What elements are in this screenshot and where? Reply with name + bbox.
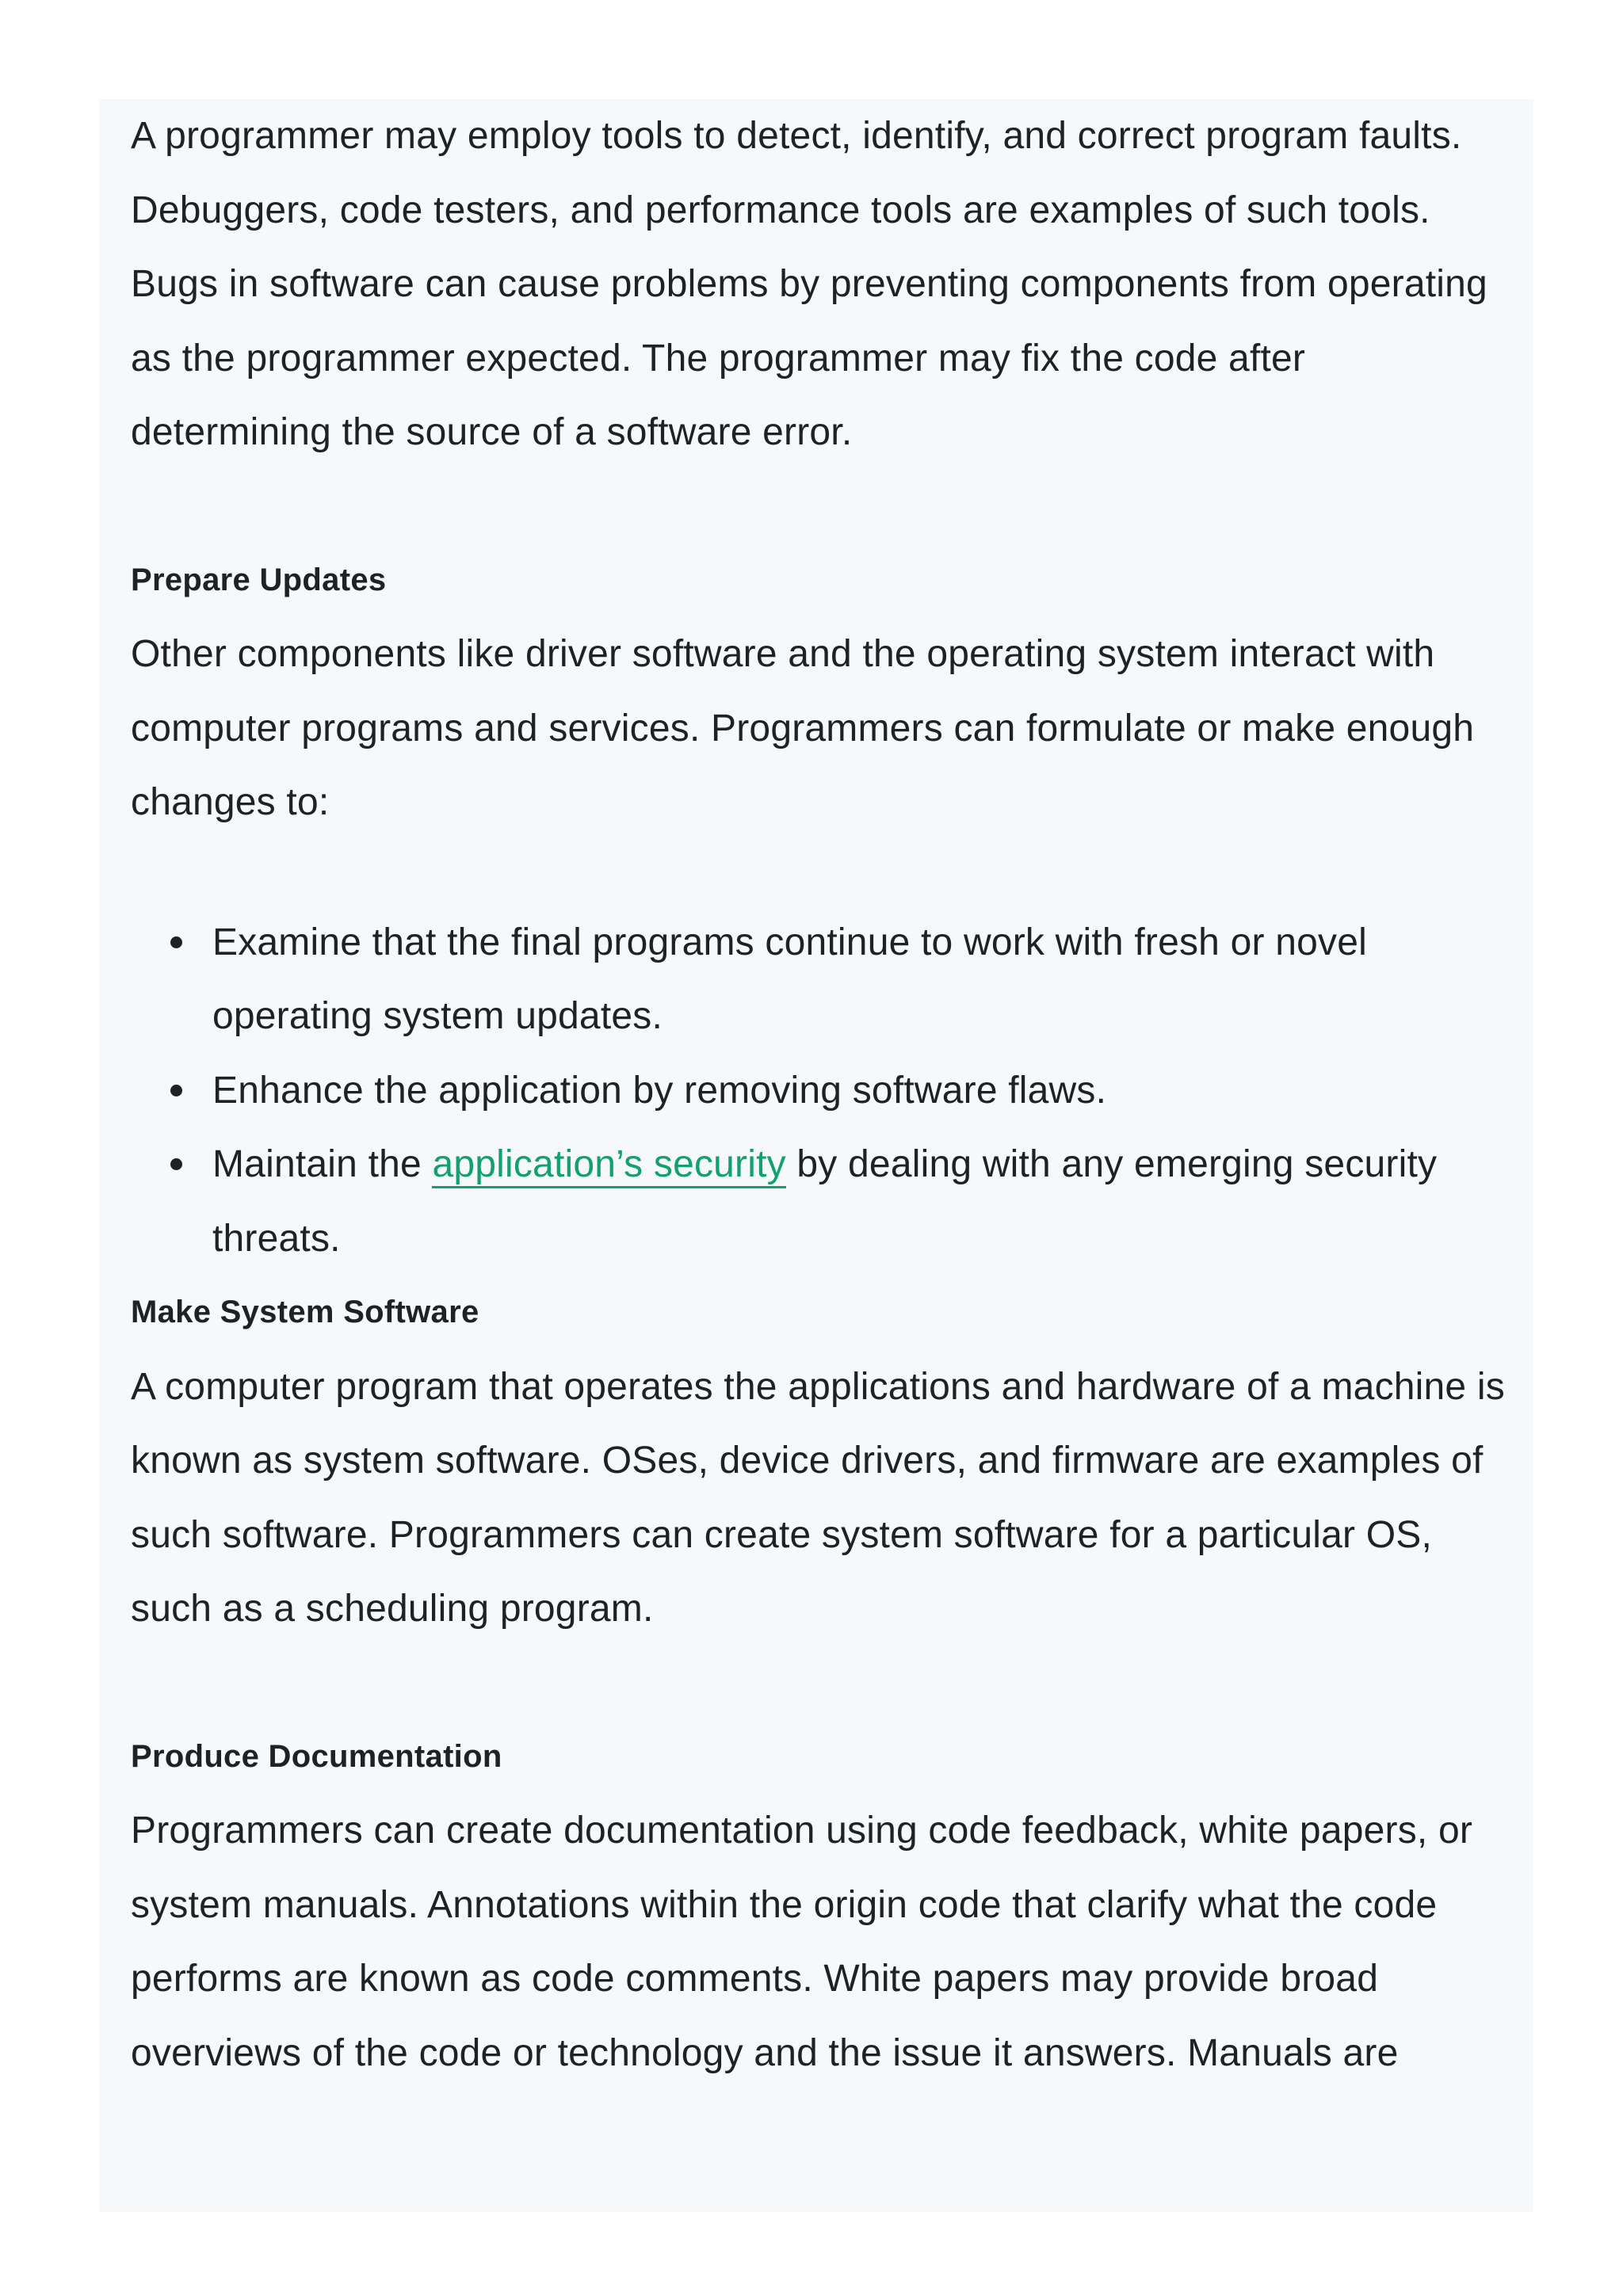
bullet-icon bbox=[170, 1085, 182, 1097]
heading-prepare-updates: Prepare Updates bbox=[131, 562, 387, 597]
list-item-text: Examine that the final programs continue to work with fresh or novel operating system updates. bbox=[212, 921, 1367, 1037]
heading-make-system-software: Make System Software bbox=[131, 1295, 479, 1329]
list-item-text: Enhance the application by removing software flaws. bbox=[212, 1069, 1107, 1112]
heading-produce-documentation: Produce Documentation bbox=[131, 1738, 502, 1774]
application-security-link[interactable]: application’s security bbox=[432, 1143, 785, 1188]
list-item bbox=[131, 1054, 1510, 1128]
prepare-updates-paragraph: Other components like driver software and the operating system interact with computer programs and services. Programmers can formulate or make enough changes to: bbox=[131, 633, 1475, 823]
list-item bbox=[131, 906, 1510, 1054]
list-item-text-after-link: by dealing with any emerging security threats. bbox=[212, 1143, 1438, 1260]
intro-paragraph: A programmer may employ tools to detect, identify, and correct program faults. Debuggers, code testers, and performance tools are examples of such tools. Bugs in software can cause problems by preventing components from operating as the programmer expected. The programmer may fix the code after determining the source of a software error. bbox=[131, 115, 1487, 453]
list-item bbox=[131, 1127, 1510, 1276]
list-item-text-before-link: Maintain the bbox=[212, 1143, 433, 1185]
bullet-icon bbox=[170, 1158, 182, 1170]
bullet-icon bbox=[170, 936, 182, 948]
documentation-paragraph: Programmers can create documentation using code feedback, white papers, or system manuals. Annotations within the origin code that clarify what the code performs are known as code comments. White papers may provide broad overviews of the code or technology and the issue it answers. Manuals are bbox=[131, 1810, 1473, 2074]
updates-bullet-list bbox=[131, 906, 1510, 1276]
article-body bbox=[131, 99, 1510, 2090]
system-software-paragraph: A computer program that operates the applications and hardware of a machine is known as system software. OSes, device drivers, and firmware are examples of such software. Programmers can create system software for a particular OS, such as a scheduling program. bbox=[131, 1365, 1505, 1630]
